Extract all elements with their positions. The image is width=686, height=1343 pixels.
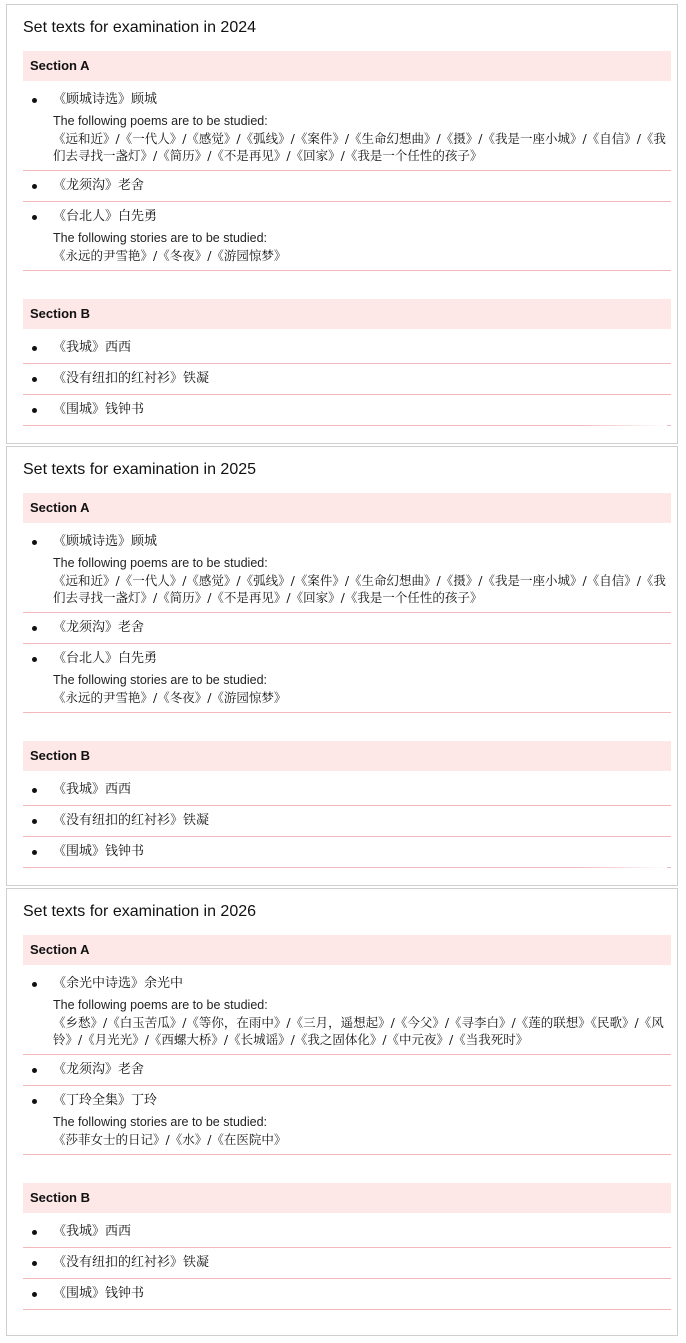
bullet-icon — [32, 819, 37, 824]
text-title: 《台北人》白先勇 — [53, 209, 158, 224]
text-title: 《围城》钱钟书 — [53, 1286, 145, 1301]
bullet-icon — [32, 98, 37, 103]
study-list: 《乡愁》/《白玉苦瓜》/《等你，在雨中》/《三月，遥想起》/《今父》/《寻李白》/《莲的联想》《民歌》/《风铃》/《月光光》/《西螺大桥》/《长城谣》/《我之固体化》/《中元夜》/《当我死时》 — [53, 1015, 664, 1047]
section-heading: Section A — [23, 493, 671, 523]
bullet-icon — [32, 1292, 37, 1297]
study-note: The following stories are to be studied: — [53, 673, 268, 687]
study-list: 《永远的尹雪艳》/《冬夜》/《游园惊梦》 — [53, 690, 287, 705]
text-title: 《没有纽扣的红衬衫》铁凝 — [53, 371, 210, 386]
study-note: The following poems are to be studied: — [53, 556, 268, 570]
panel-title: Set texts for examination in 2026 — [23, 903, 257, 920]
section-a — [23, 935, 671, 1155]
list-item — [23, 395, 671, 426]
bullet-icon — [32, 1261, 37, 1266]
study-note: The following stories are to be studied: — [53, 231, 268, 245]
text-title: 《顾城诗选》顾城 — [53, 534, 158, 549]
section-b — [23, 299, 671, 426]
text-title: 《没有纽扣的红衬衫》铁凝 — [53, 813, 210, 828]
bullet-icon — [32, 657, 37, 662]
bullet-icon — [32, 346, 37, 351]
text-title: 《龙须沟》老舍 — [53, 620, 145, 635]
bullet-icon — [32, 1099, 37, 1104]
list-item — [23, 1055, 671, 1086]
text-title: 《我城》西西 — [53, 1224, 132, 1239]
bullet-icon — [32, 184, 37, 189]
bullet-icon — [32, 215, 37, 220]
text-title: 《没有纽扣的红衬衫》铁凝 — [53, 1255, 210, 1270]
exam-panel-2026 — [6, 888, 678, 1336]
study-note: The following poems are to be studied: — [53, 114, 268, 128]
text-title: 《台北人》白先勇 — [53, 651, 158, 666]
section-heading: Section A — [23, 51, 671, 81]
list-item — [23, 1217, 671, 1248]
text-title: 《我城》西西 — [53, 340, 132, 355]
list-item — [23, 837, 671, 868]
bullet-icon — [32, 850, 37, 855]
list-item — [23, 1248, 671, 1279]
text-title: 《龙须沟》老舍 — [53, 1062, 145, 1077]
exam-panel-2025 — [6, 446, 678, 886]
bullet-icon — [32, 1230, 37, 1235]
text-title: 《围城》钱钟书 — [53, 844, 145, 859]
section-heading: Section B — [23, 1183, 671, 1213]
bullet-icon — [32, 1068, 37, 1073]
section-heading: Section B — [23, 299, 671, 329]
section-b — [23, 741, 671, 868]
list-item — [23, 527, 671, 613]
text-title: 《围城》钱钟书 — [53, 402, 145, 417]
list-item — [23, 775, 671, 806]
bullet-icon — [32, 982, 37, 987]
text-title: 《余光中诗选》余光中 — [53, 976, 184, 991]
list-item — [23, 1279, 671, 1310]
bullet-icon — [32, 408, 37, 413]
section-heading: Section A — [23, 935, 671, 965]
text-title: 《丁玲全集》丁玲 — [53, 1093, 158, 1108]
section-heading: Section B — [23, 741, 671, 771]
list-item — [23, 202, 671, 271]
exam-panel-2024 — [6, 4, 678, 444]
list-item — [23, 171, 671, 202]
bullet-icon — [32, 788, 37, 793]
section-b — [23, 1183, 671, 1310]
bullet-icon — [32, 377, 37, 382]
list-item — [23, 969, 671, 1055]
section-a — [23, 51, 671, 271]
list-item — [23, 806, 671, 837]
list-item — [23, 333, 671, 364]
study-note: The following stories are to be studied: — [53, 1115, 268, 1129]
list-item — [23, 1086, 671, 1155]
panel-title: Set texts for examination in 2025 — [23, 461, 257, 478]
study-note: The following poems are to be studied: — [53, 998, 268, 1012]
panel-title: Set texts for examination in 2024 — [23, 19, 257, 36]
list-item — [23, 85, 671, 171]
bullet-icon — [32, 626, 37, 631]
section-a — [23, 493, 671, 713]
list-item — [23, 364, 671, 395]
bullet-icon — [32, 540, 37, 545]
list-item — [23, 613, 671, 644]
text-title: 《顾城诗选》顾城 — [53, 92, 158, 107]
study-list: 《远和近》/《一代人》/《感觉》/《弧线》/《案件》/《生命幻想曲》/《摄》/《我是一座小城》/《自信》/《我们去寻找一盏灯》/《简历》/《不是再见》/《回家》/《我是一个任性的孩子》 — [53, 131, 666, 163]
study-list: 《莎菲女士的日记》/《水》/《在医院中》 — [53, 1132, 287, 1147]
text-title: 《我城》西西 — [53, 782, 132, 797]
study-list: 《远和近》/《一代人》/《感觉》/《弧线》/《案件》/《生命幻想曲》/《摄》/《我是一座小城》/《自信》/《我们去寻找一盏灯》/《简历》/《不是再见》/《回家》/《我是一个任性的孩子》 — [53, 573, 666, 605]
text-title: 《龙须沟》老舍 — [53, 178, 145, 193]
list-item — [23, 644, 671, 713]
study-list: 《永远的尹雪艳》/《冬夜》/《游园惊梦》 — [53, 248, 287, 263]
